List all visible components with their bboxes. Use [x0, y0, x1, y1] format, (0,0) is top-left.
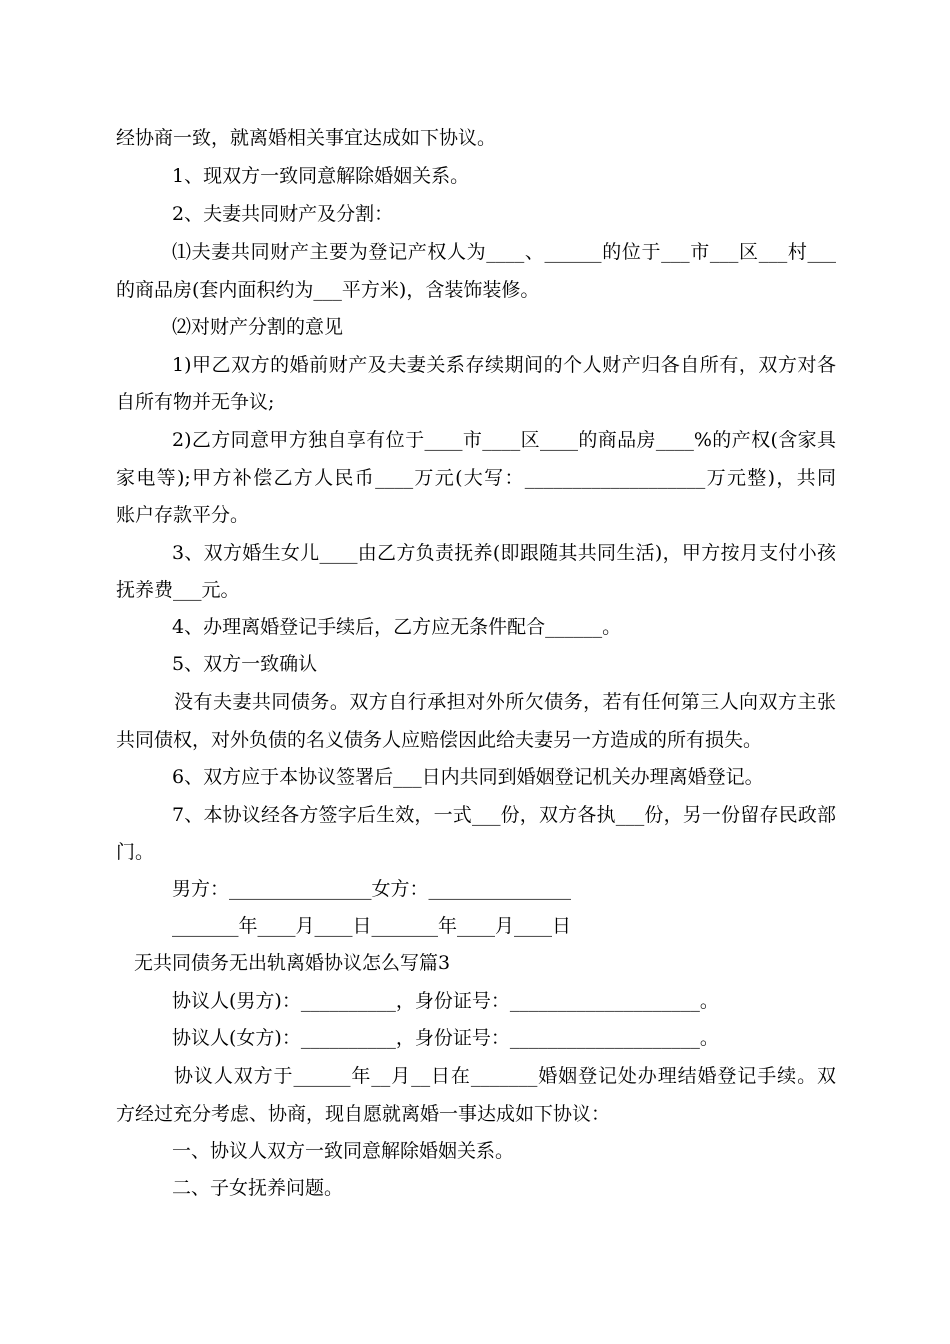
clause-5-heading: 5、双方一致确认 — [172, 653, 318, 675]
clause-2-2-b-line-1: 2)乙方同意甲方独自享有位于____市____区____的商品房____%的产权(含家具 — [172, 429, 836, 451]
clause-2-2-b-line-2: 家电等);甲方补偿乙方人民币____万元(大写：___________________万元整)，共同 — [116, 467, 836, 489]
paragraph-intro: 经协商一致，就离婚相关事宜达成如下协议。 — [116, 127, 497, 149]
article-two: 二、子女抚养问题。 — [172, 1177, 344, 1199]
clause-7-line-2: 门。 — [116, 841, 155, 863]
clause-6: 6、双方应于本协议签署后___日内共同到婚姻登记机关办理离婚登记。 — [172, 766, 764, 788]
clause-2-2-a-line-1: 1)甲乙双方的婚前财产及夫妻关系存续期间的个人财产归各自所有，双方对各 — [172, 354, 836, 376]
clause-2-1-line-2: 的商品房(套内面积约为___平方米)，含装饰装修。 — [116, 279, 540, 301]
date-line: _______年____月____日_______年____月____日 — [172, 915, 572, 937]
clause-7-line-1: 7、本协议经各方签字后生效，一式___份，双方各执___份，另一份留存民政部 — [172, 804, 836, 826]
signature-line: 男方：_______________女方：_______________ — [172, 878, 572, 900]
clause-2-2-b-line-3: 账户存款平分。 — [116, 504, 250, 526]
clause-2-heading: 2、夫妻共同财产及分割： — [172, 203, 394, 225]
clause-5-line-2: 共同债权，对外负债的名义债务人应赔偿因此给夫妻另一方造成的所有损失。 — [116, 729, 763, 751]
agreement-intro-line-2: 方经过充分考虑、协商，现自愿就离婚一事达成如下协议： — [116, 1103, 611, 1125]
clause-2-1-line-1: ⑴夫妻共同财产主要为登记产权人为____、______的位于___市___区___村___ — [172, 241, 836, 263]
clause-4: 4、办理离婚登记手续后，乙方应无条件配合______。 — [172, 616, 622, 638]
agreement-intro-line-1: 协议人双方于______年__月__日在_______婚姻登记处办理结婚登记手续。双 — [174, 1065, 836, 1087]
section-title: 无共同债务无出轨离婚协议怎么写篇3 — [134, 952, 451, 974]
clause-2-2-a-line-2: 自所有物并无争议; — [116, 391, 275, 413]
article-one: 一、协议人双方一致同意解除婚姻关系。 — [172, 1140, 515, 1162]
party-male-line: 协议人(男方)：__________，身份证号：____________________。 — [172, 990, 719, 1012]
clause-3-line-1: 3、双方婚生女儿____由乙方负责抚养(即跟随其共同生活)，甲方按月支付小孩 — [172, 542, 836, 564]
clause-1: 1、现双方一致同意解除婚姻关系。 — [172, 165, 470, 187]
clause-5-line-1: 没有夫妻共同债务。双方自行承担对外所欠债务，若有任何第三人向双方主张 — [174, 691, 836, 713]
party-female-line: 协议人(女方)：__________，身份证号：____________________。 — [172, 1027, 719, 1049]
clause-2-2-heading: ⑵对财产分割的意见 — [172, 316, 344, 338]
clause-3-line-2: 抚养费___元。 — [116, 579, 240, 601]
